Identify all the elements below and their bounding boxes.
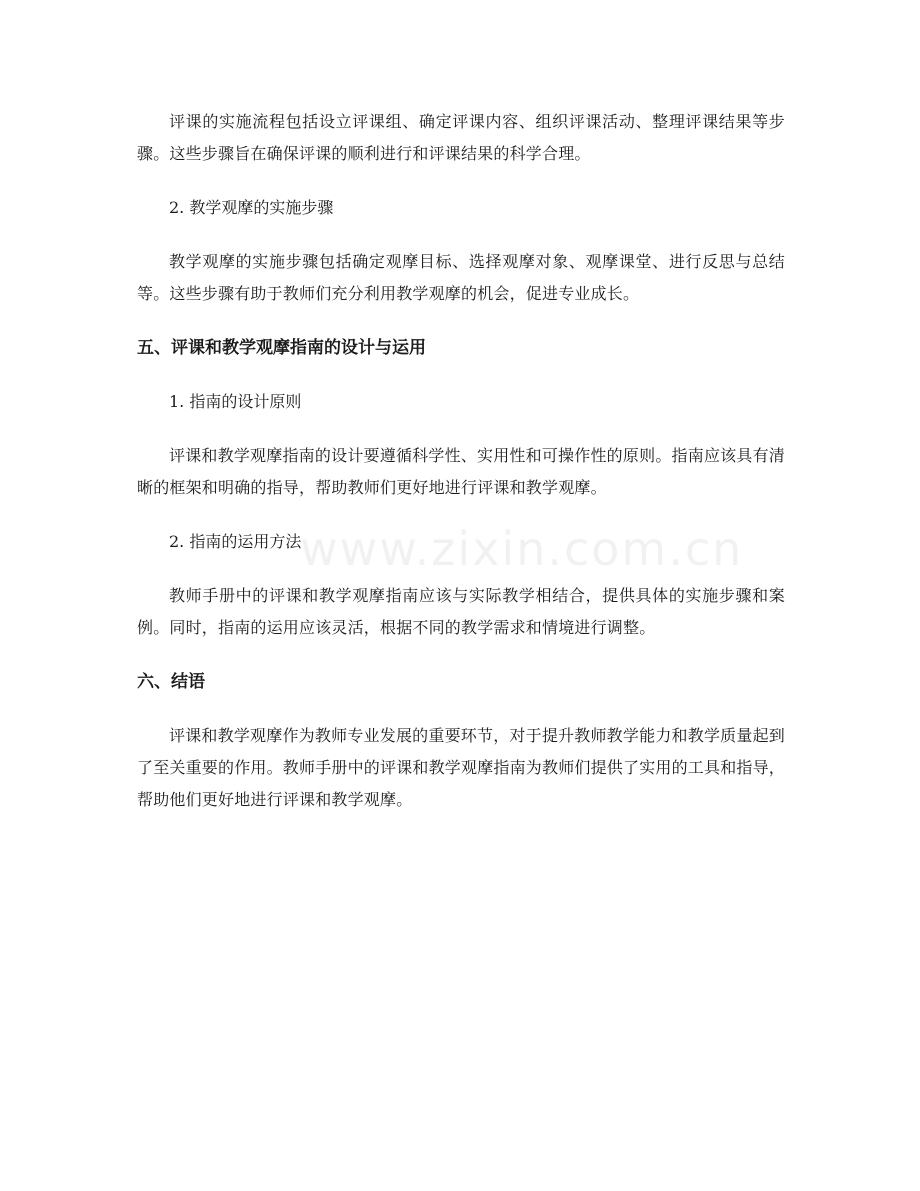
paragraph-review-process: 评课的实施流程包括设立评课组、确定评课内容、组织评课活动、整理评课结果等步骤。这些步骤旨在确保评课的顺利进行和评课结果的科学合理。	[137, 112, 785, 163]
paragraph-observation-steps: 教学观摩的实施步骤包括确定观摩目标、选择观摩对象、观摩课堂、进行反思与总结等。这些步骤有助于教师们充分利用教学观摩的机会，促进专业成长。	[137, 252, 785, 303]
paragraph-usage-methods: 教师手册中的评课和教学观摩指南应该与实际教学相结合，提供具体的实施步骤和案例。同时，指南的运用应该灵活，根据不同的教学需求和情境进行调整。	[137, 586, 785, 637]
subheading-design-principles: 1. 指南的设计原则	[169, 392, 302, 411]
subheading-observation-steps: 2. 教学观摩的实施步骤	[169, 198, 334, 217]
section-heading-guide-design: 五、评课和教学观摩指南的设计与运用	[137, 338, 426, 358]
subheading-usage-methods: 2. 指南的运用方法	[169, 532, 302, 551]
paragraph-design-principles: 评课和教学观摩指南的设计要遵循科学性、实用性和可操作性的原则。指南应该具有清晰的框架和明确的指导，帮助教师们更好地进行评课和教学观摩。	[137, 446, 785, 497]
watermark: www.zixin.com.cn	[300, 522, 744, 576]
document-body	[137, 106, 785, 816]
section-heading-conclusion: 六、结语	[137, 672, 205, 692]
paragraph-conclusion: 评课和教学观摩作为教师专业发展的重要环节，对于提升教师教学能力和教学质量起到了至关重要的作用。教师手册中的评课和教学观摩指南为教师们提供了实用的工具和指导，帮助他们更好地进行评课和教学观摩。	[137, 726, 786, 809]
